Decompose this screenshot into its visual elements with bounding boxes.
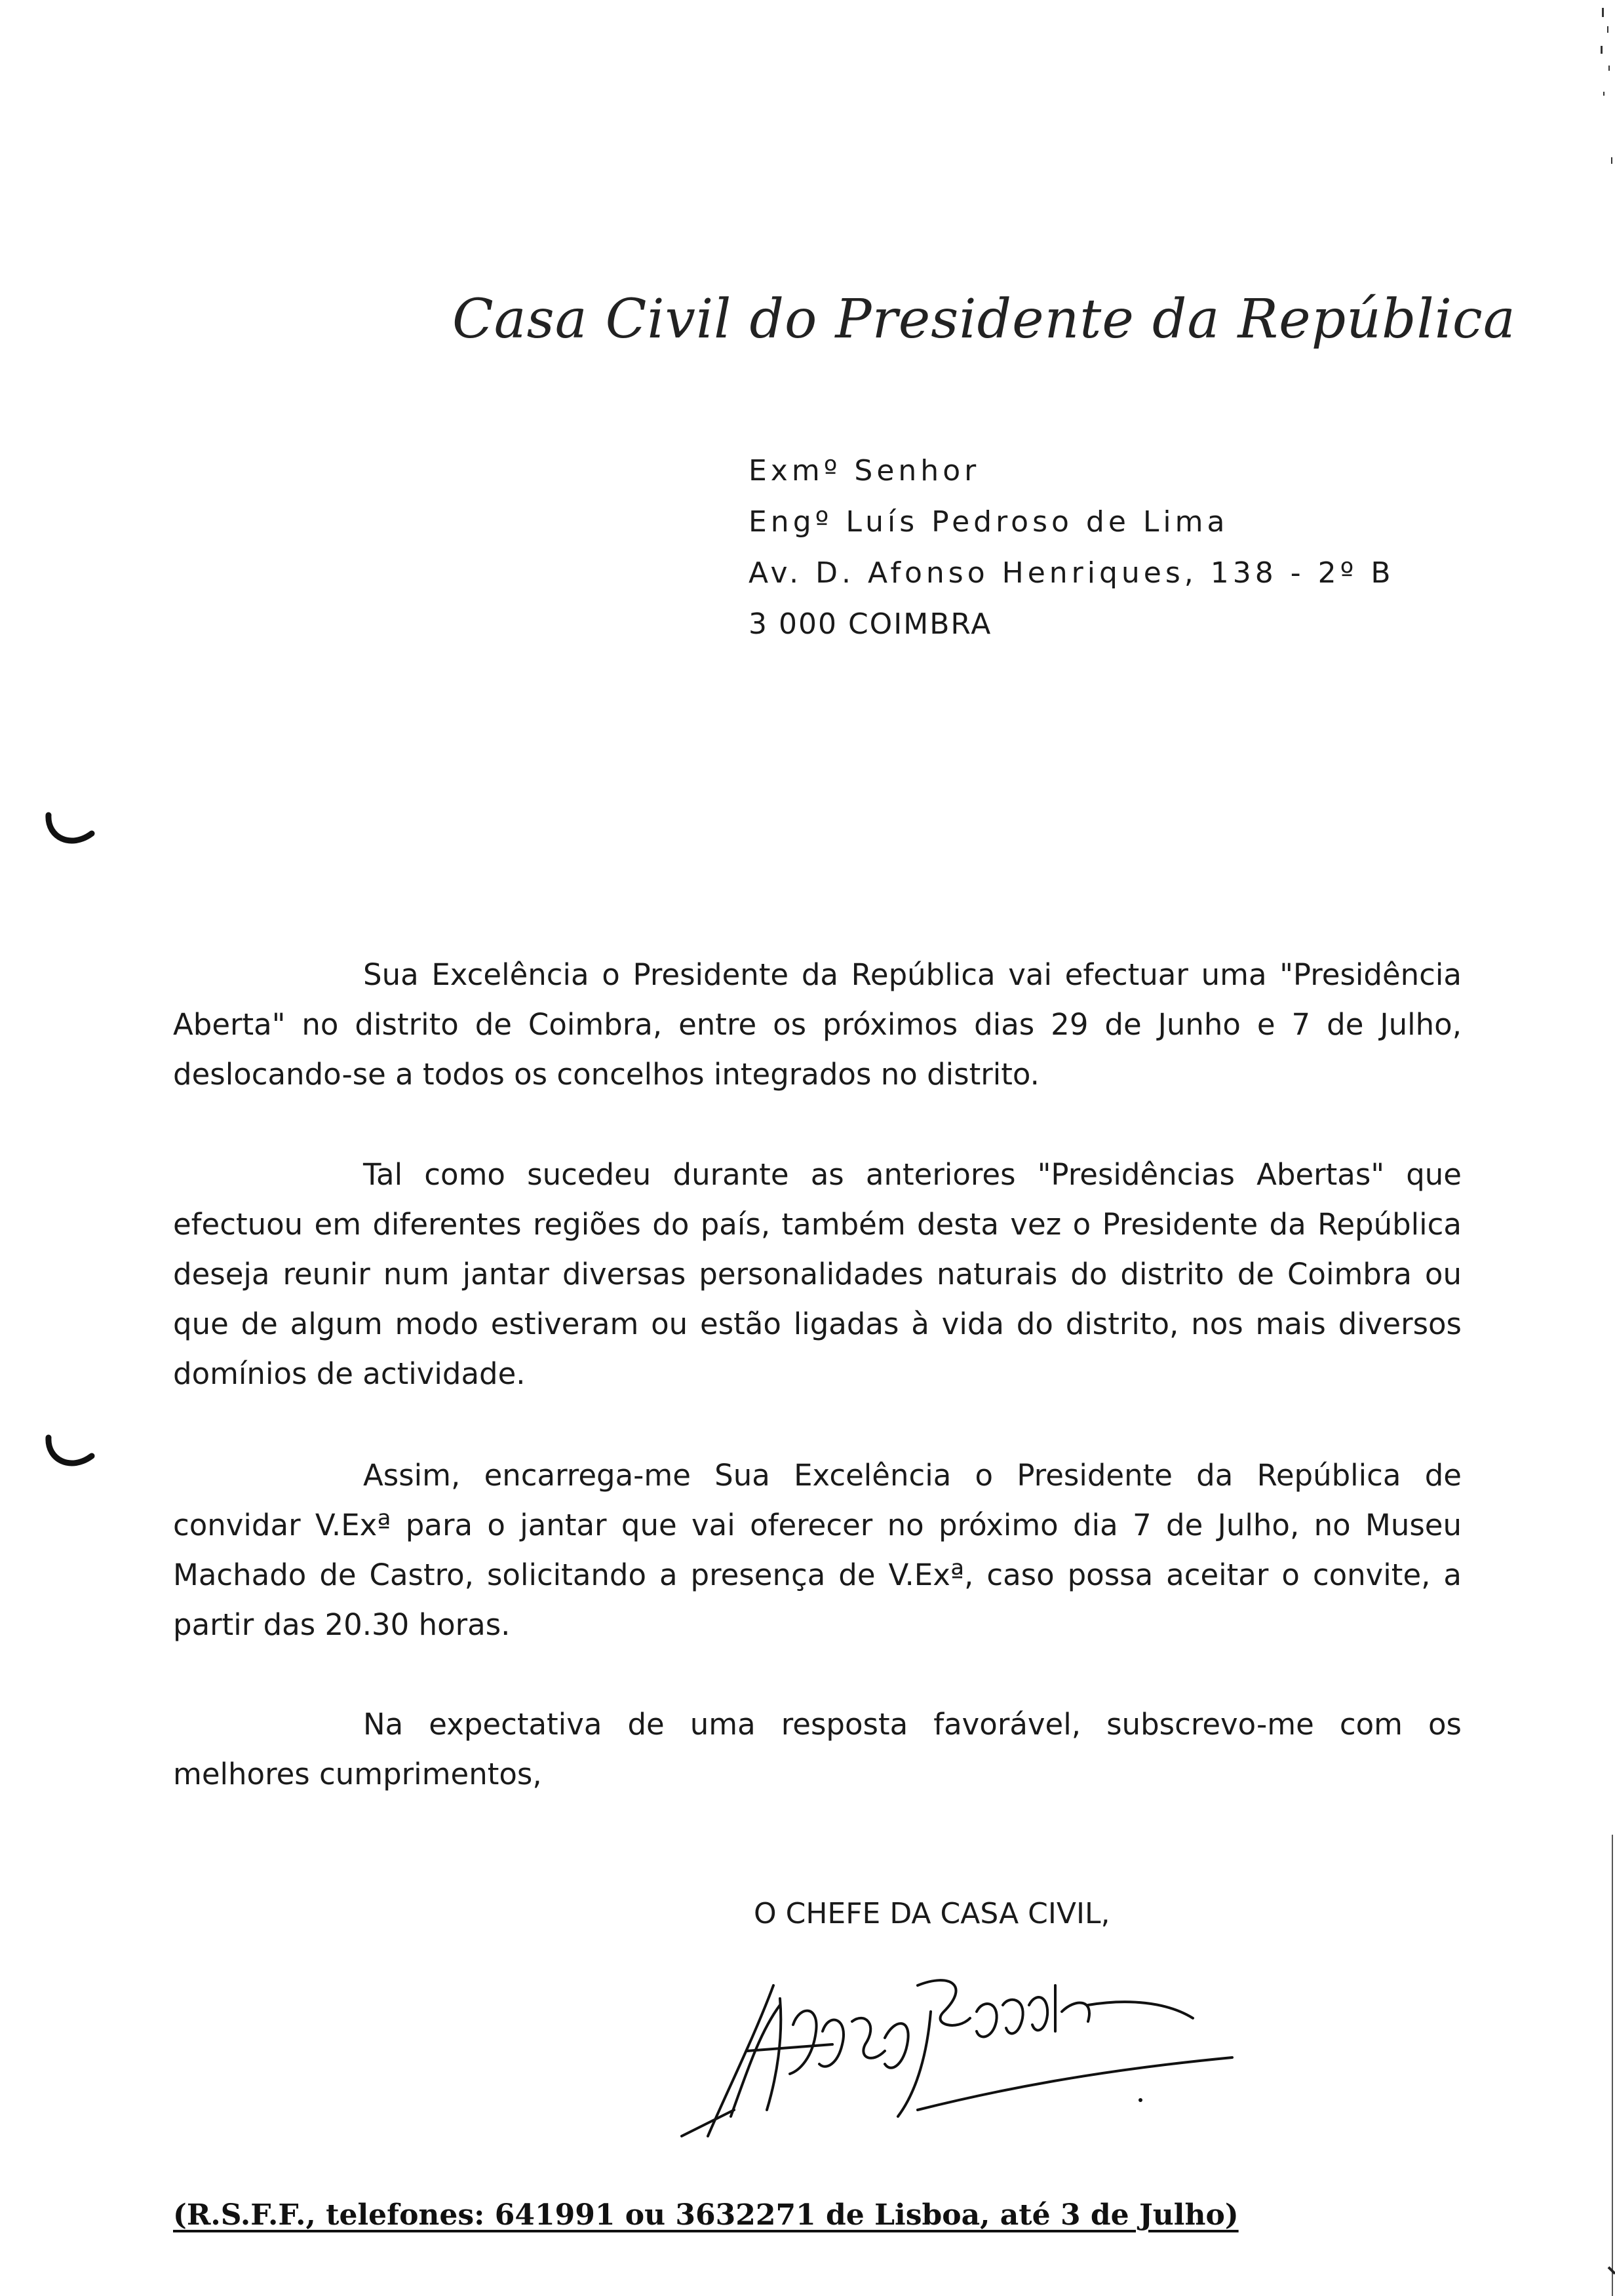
recipient-address bbox=[749, 446, 1395, 650]
signatory-title: O CHEFE DA CASA CIVIL, bbox=[754, 1897, 1110, 1930]
letterhead-title: Casa Civil do Presidente da República bbox=[452, 288, 1516, 351]
body-paragraph-1 bbox=[173, 950, 1462, 1100]
body-paragraph-2 bbox=[173, 1150, 1462, 1399]
body-paragraph-4 bbox=[173, 1700, 1462, 1799]
paragraph-text: Assim, encarrega-me Sua Excelência o Presidente da República de convidar V.Exª para o jantar que vai oferecer no próximo dia 7 de Julho, no Museu Machado de Castro, solicitando a presença de V.Exª, caso possa aceitar o convite, a partir das 20.30 horas. bbox=[173, 1458, 1462, 1642]
paragraph-text: Na expectativa de uma resposta favorável, subscrevo-me com os melhores cumprimentos, bbox=[173, 1707, 1462, 1791]
handwritten-signature bbox=[669, 1959, 1245, 2156]
scan-edge-marks bbox=[1576, 0, 1615, 2296]
punch-hole-mark bbox=[45, 1434, 96, 1473]
recipient-street: Av. D. Afonso Henriques, 138 - 2º B bbox=[749, 556, 1395, 590]
recipient-salutation: Exmº Senhor bbox=[749, 454, 981, 488]
paragraph-text: Sua Excelência o Presidente da República vai efectuar uma "Presidência Aberta" no distrito de Coimbra, entre os próximos dias 29 de Junho e 7 de Julho, deslocando-se a todos os concelhos integrados no distrito. bbox=[173, 957, 1462, 1092]
body-paragraph-3 bbox=[173, 1451, 1462, 1650]
recipient-city: 3 000 COIMBRA bbox=[749, 607, 992, 641]
paragraph-text: Tal como sucedeu durante as anteriores "Presidências Abertas" que efectuou em diferentes regiões do país, também desta vez o Presidente da República deseja reunir num jantar diversas personalidades naturais do distrito de Coimbra ou que de algum modo estiveram ou estão ligadas à vida do distrito, nos mais diversos domínios de actividade. bbox=[173, 1157, 1462, 1391]
footer-rsvp-note: (R.S.F.F., telefones: 641991 ou 3632271 de Lisboa, até 3 de Julho) bbox=[173, 2198, 1239, 2232]
recipient-name: Engº Luís Pedroso de Lima bbox=[749, 505, 1229, 539]
punch-hole-mark bbox=[45, 811, 96, 851]
